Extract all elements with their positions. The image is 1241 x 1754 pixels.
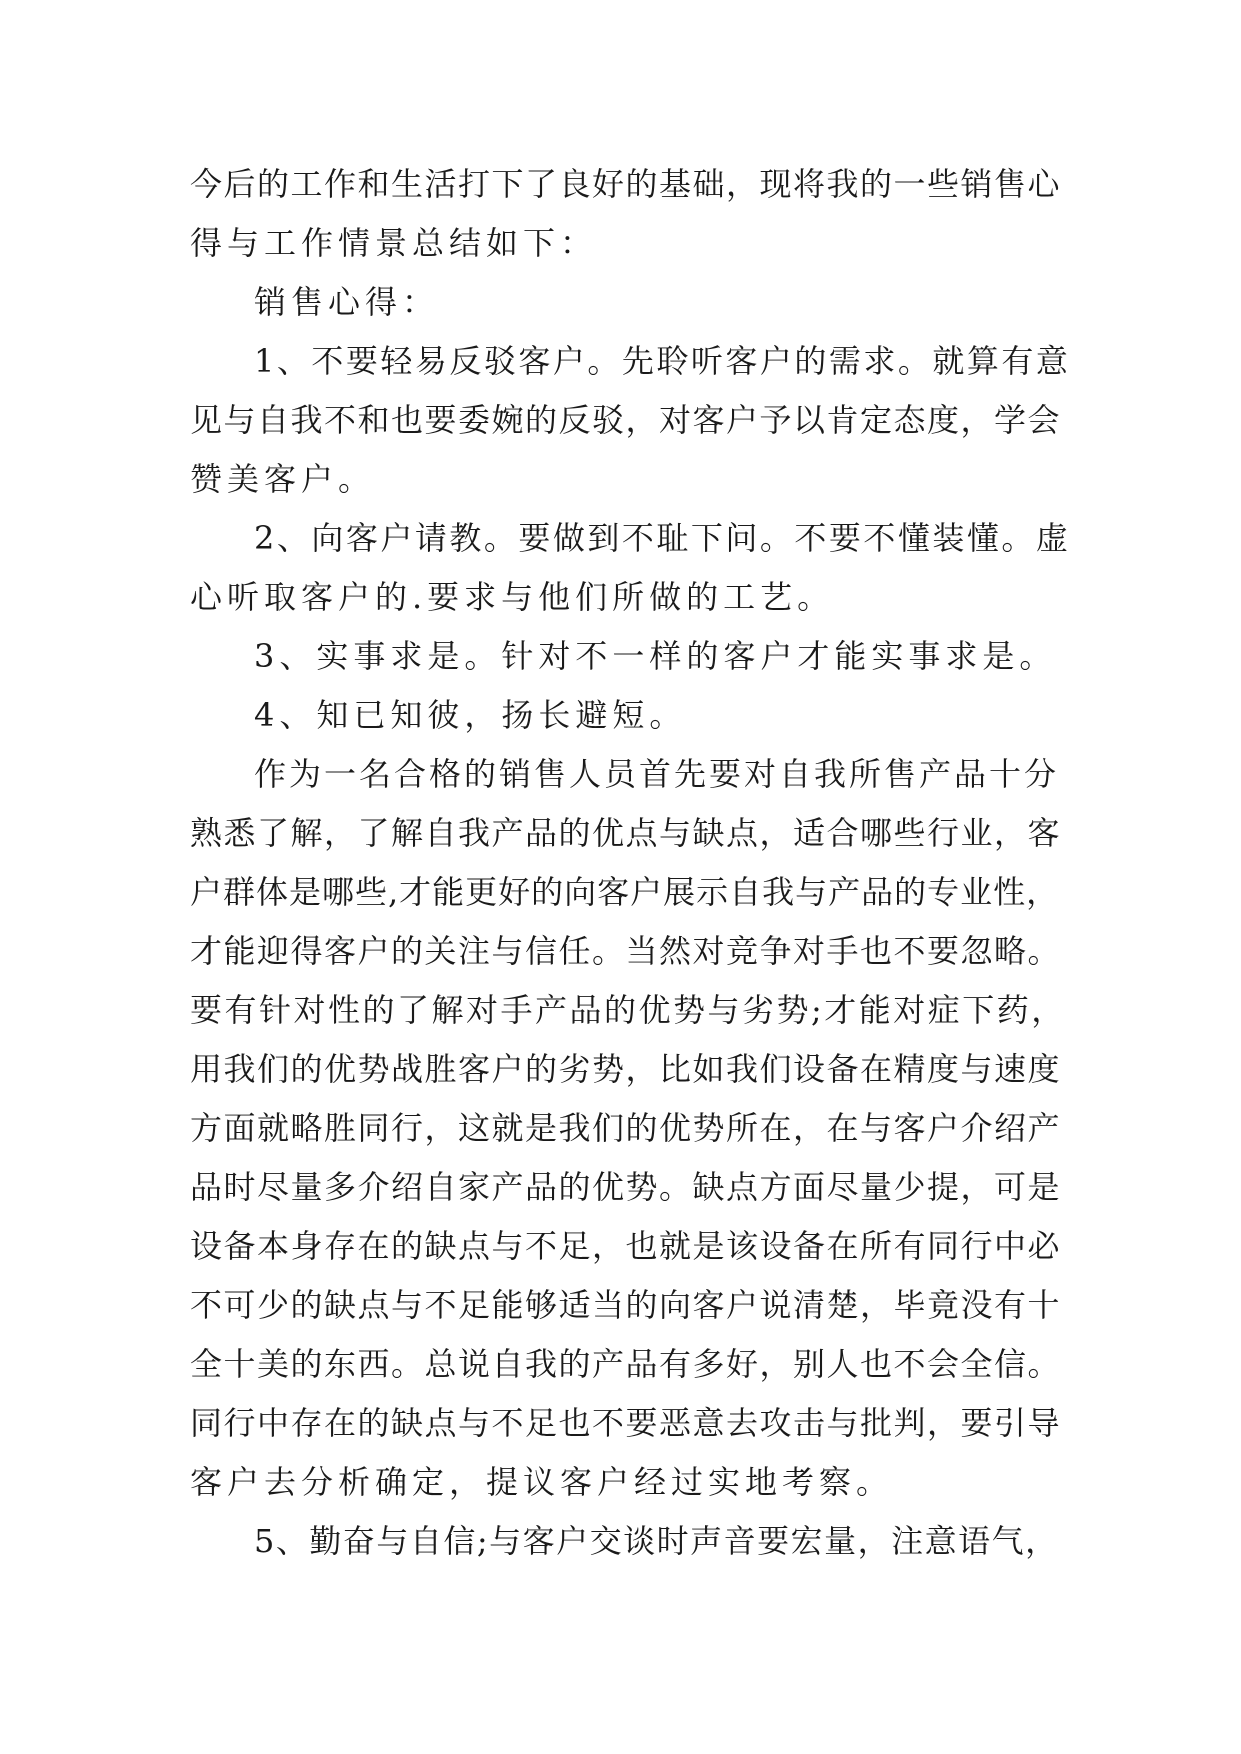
list-item-2: 2、向客户请教。要做到不耻下问。不要不懂装懂。虚 — [254, 519, 1071, 557]
text-line: 同行中存在的缺点与不足也不要恶意去攻击与批判，要引导 — [190, 1404, 1062, 1442]
text-line: 不可少的缺点与不足能够适当的向客户说清楚，毕竟没有十 — [190, 1286, 1062, 1324]
text-line: 要有针对性的了解对手产品的优势与劣势;才能对症下药， — [190, 991, 1066, 1029]
document-body — [190, 155, 1070, 1571]
text-line: 客户去分析确定，提议客户经过实地考察。 — [190, 1463, 894, 1501]
list-item-4: 4、知已知彼，扬长避短。 — [254, 696, 687, 734]
paragraph-start: 作为一名合格的销售人员首先要对自我所售产品十分 — [254, 755, 1060, 793]
text-line: 得与工作情景总结如下： — [190, 224, 598, 262]
text-line: 赞美客户。 — [190, 460, 376, 498]
text-line: 今后的工作和生活打下了良好的基础，现将我的一些销售心 — [190, 165, 1062, 203]
list-item-1: 1、不要轻易反驳客户。先聆听客户的需求。就算有意 — [254, 342, 1071, 380]
text-line: 心听取客户的.要求与他们所做的工艺。 — [190, 578, 835, 616]
text-line: 方面就略胜同行，这就是我们的优势所在，在与客户介绍产 — [190, 1109, 1062, 1147]
text-line: 才能迎得客户的关注与信任。当然对竞争对手也不要忽略。 — [190, 932, 1062, 970]
text-line: 户群体是哪些,才能更好的向客户展示自我与产品的专业性， — [190, 873, 1060, 911]
list-item-3: 3、实事求是。针对不一样的客户才能实事求是。 — [254, 637, 1057, 675]
text-line: 品时尽量多介绍自家产品的优势。缺点方面尽量少提，可是 — [190, 1168, 1062, 1206]
section-heading: 销售心得： — [254, 283, 440, 321]
list-item-5: 5、勤奋与自信;与客户交谈时声音要宏量，注意语气， — [254, 1522, 1059, 1560]
text-line: 全十美的东西。总说自我的产品有多好，别人也不会全信。 — [190, 1345, 1062, 1383]
text-line: 用我们的优势战胜客户的劣势，比如我们设备在精度与速度 — [190, 1050, 1062, 1088]
text-line: 熟悉了解，了解自我产品的优点与缺点，适合哪些行业，客 — [190, 814, 1062, 852]
text-line: 见与自我不和也要委婉的反驳，对客户予以肯定态度，学会 — [190, 401, 1062, 439]
text-line: 设备本身存在的缺点与不足，也就是该设备在所有同行中必 — [190, 1227, 1062, 1265]
